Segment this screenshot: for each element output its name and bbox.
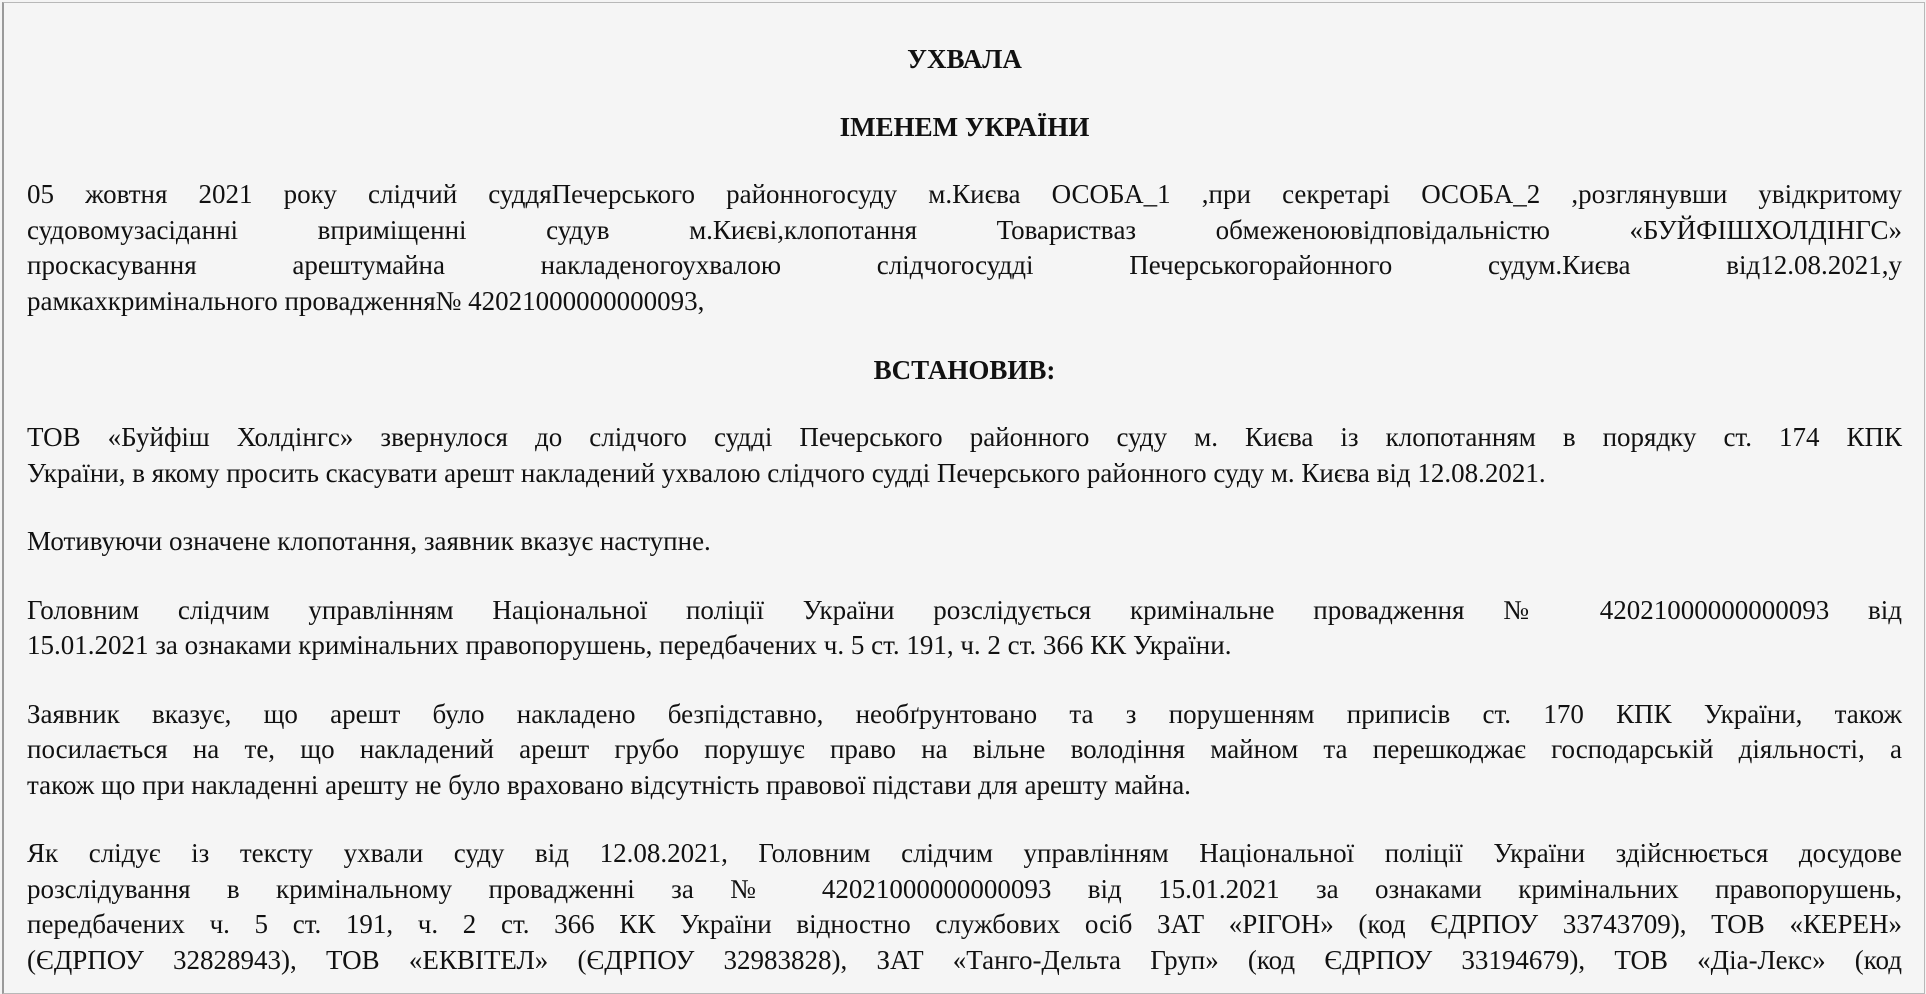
text-line: (ЄДРПОУ 32828943), ТОВ «ЕКВІТЕЛ» (ЄДРПОУ 32983828), ЗАТ «Танго-Дельта Груп» (код ЄДРПОУ 33194679), ТОВ «Діа-Лекс» (код [27,944,1902,975]
text-line: Як слідує із тексту ухвали суду від 12.08.2021, Головним слідчим управлінням Національної поліції України здійснюється досудове [27,838,1902,868]
text-line: посилається на те, що накладений арешт грубо порушує право на вільне володіння майном та перешкоджає господарській діяльності, а [27,734,1902,764]
paragraph [27,420,1902,491]
text-line: Заявник вказує, що арешт було накладено безпідставно, необґрунтовано та з порушенням приписів ст. 170 КПК України, також [27,698,1902,729]
body-paragraphs [27,420,1902,978]
text-line: передбачених ч. 5 ст. 191, ч. 2 ст. 366 КК України відностно службових осіб ЗАТ «РІГОН» (код ЄДРПОУ 33743709), ТОВ «КЕРЕН» [27,909,1902,939]
paragraph [27,593,1902,664]
text-line: розслідування в кримінальному провадженні за № 42021000000000093 від 15.01.2021 за ознаками кримінальних правопорушень, [27,873,1902,904]
section-heading: ВСТАНОВИВ: [873,355,1056,385]
text-line: також що при накладенні арешту не було враховано відсутність правової підстави для арешту майна. [27,769,1191,800]
paragraph [27,524,1902,560]
text-line: судовомузасіданні вприміщенні судув м.Києві,клопотання Товариствaз обмеженоювідповідальністю «БУЙФІШХОЛДІНГС» [27,214,1902,245]
document-content [27,41,1902,978]
text-line: рамкахкримінального провадження№ 42021000000000093, [27,285,705,316]
intro-paragraph [27,177,1902,319]
document-subtitle: ІМЕНЕМ УКРАЇНИ [839,112,1090,142]
document-title: УХВАЛА [907,44,1022,74]
document-page [2,2,1925,994]
text-line: 05 жовтня 2021 року слідчий суддяПечерського районногосуду м.Києва ОСОБА_1 ,при секретарі ОСОБА_2 ,розглянувши увідкритому [27,179,1902,209]
text-line: Мотивуючи означене клопотання, заявник вказує наступне. [27,526,711,556]
text-line: України, в якому просить скасувати арешт накладений ухвалою слідчого судді Печерського районного суду м. Києва від 12.08.2021. [27,457,1546,488]
text-line: проскасування арештумайна накладеногоухвалою слідчогосудді Печерськогорайонного судум.Києва від12.08.2021,у [27,250,1902,280]
text-line: Головним слідчим управлінням Національної поліції України розслідується кримінальне провадження № 42021000000000093 від [27,594,1902,625]
text-line: 15.01.2021 за ознаками кримінальних правопорушень, передбачених ч. 5 ст. 191, ч. 2 ст. 366 КК України. [27,630,1232,660]
text-line: ТОВ «Буйфіш Холдінгс» звернулося до слідчого судді Печерського районного суду м. Києва із клопотанням в порядку ст. 174 КПК [27,422,1902,452]
paragraph [27,697,1902,804]
paragraph [27,836,1902,978]
